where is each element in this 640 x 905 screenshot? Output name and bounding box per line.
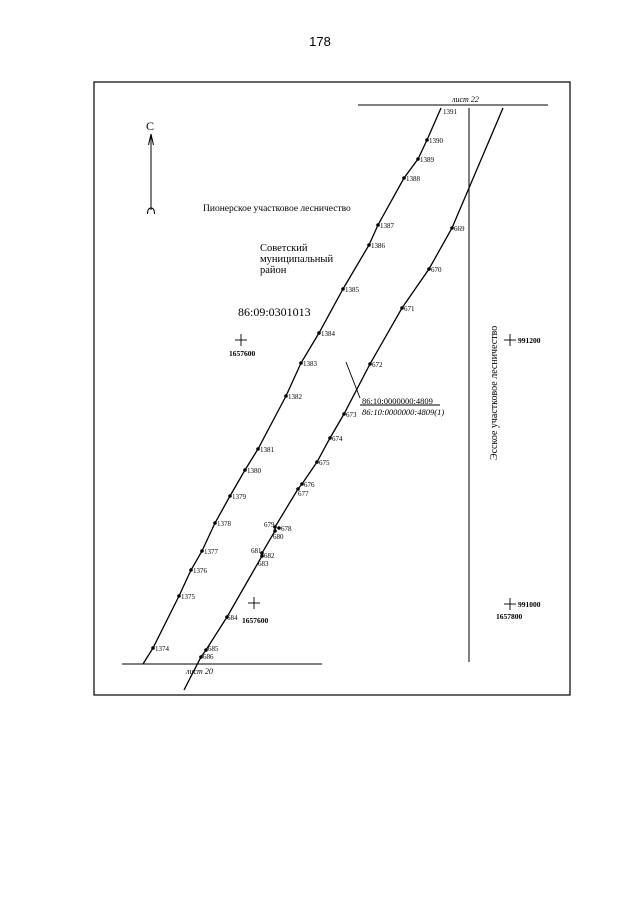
svg-text:1387: 1387 <box>380 222 394 230</box>
svg-text:муниципальный: муниципальный <box>260 254 334 265</box>
svg-text:673: 673 <box>346 411 357 419</box>
svg-text:1384: 1384 <box>321 330 335 338</box>
svg-text:682: 682 <box>264 552 275 560</box>
svg-text:1390: 1390 <box>429 137 443 145</box>
svg-text:686: 686 <box>203 653 214 661</box>
svg-text:679: 679 <box>264 521 275 529</box>
svg-text:1388: 1388 <box>406 175 420 183</box>
svg-text:684: 684 <box>227 614 238 622</box>
svg-text:1383: 1383 <box>303 360 317 368</box>
boundary-point-681 <box>251 547 264 555</box>
svg-text:Советский: Советский <box>260 243 308 254</box>
svg-text:675: 675 <box>319 459 330 467</box>
boundary-point-683 <box>258 560 269 568</box>
page-number: 178 <box>309 34 331 49</box>
svg-text:683: 683 <box>258 560 269 568</box>
svg-text:район: район <box>260 265 287 276</box>
north-label: С <box>146 119 155 133</box>
grid-cross-4 <box>496 598 541 621</box>
svg-text:677: 677 <box>298 490 309 498</box>
svg-text:1389: 1389 <box>420 156 434 164</box>
svg-text:1377: 1377 <box>204 548 218 556</box>
forestry-label-pioneer: Пионерское участковое лесничество <box>203 204 351 214</box>
svg-text:674: 674 <box>332 435 343 443</box>
boundary-point-685 <box>204 645 219 653</box>
svg-text:1382: 1382 <box>288 393 302 401</box>
svg-text:669: 669 <box>454 225 465 233</box>
boundary-point-676 <box>300 481 315 489</box>
boundary-point-686 <box>199 653 214 661</box>
svg-text:678: 678 <box>281 525 292 533</box>
svg-text:676: 676 <box>304 481 315 489</box>
svg-text:671: 671 <box>404 305 415 313</box>
grid-cross-1 <box>229 334 256 358</box>
svg-text:1374: 1374 <box>155 645 169 653</box>
svg-text:672: 672 <box>372 361 383 369</box>
boundary-point-671 <box>400 305 415 313</box>
north-arrow-icon <box>148 134 155 214</box>
svg-text:991000: 991000 <box>518 600 541 609</box>
cadastral-block-label: 86:09:0301013 <box>238 305 311 319</box>
sheet-label-bottom: лист 20 <box>186 667 213 676</box>
district-label <box>260 243 333 276</box>
svg-text:991200: 991200 <box>518 336 541 345</box>
forestry-label-eskoe: Эсское участковое лесничество <box>489 325 500 460</box>
boundary-point-678 <box>277 525 292 533</box>
svg-text:1381: 1381 <box>260 446 274 454</box>
svg-text:1378: 1378 <box>217 520 231 528</box>
boundary-point-1391 <box>443 108 458 116</box>
boundary-point-684 <box>225 614 238 622</box>
svg-text:1375: 1375 <box>181 593 195 601</box>
right-boundary-line <box>184 108 503 690</box>
left-boundary-line <box>143 108 441 664</box>
svg-text:1379: 1379 <box>232 493 246 501</box>
sheet-label-top: лист 22 <box>452 95 479 104</box>
svg-text:1657800: 1657800 <box>496 612 523 621</box>
svg-text:681: 681 <box>251 547 262 555</box>
svg-text:1657600: 1657600 <box>242 616 269 625</box>
boundary-point-679 <box>264 521 277 529</box>
svg-text:1380: 1380 <box>247 467 261 475</box>
grid-cross-2 <box>504 334 541 346</box>
cadastral-parcel-label: 86:10:0000000:4809 <box>362 396 433 406</box>
svg-text:670: 670 <box>431 266 442 274</box>
svg-text:680: 680 <box>273 533 284 541</box>
cadastral-parcel-sub-label: 86:10:0000000:4809(1) <box>362 407 445 417</box>
svg-text:685: 685 <box>208 645 219 653</box>
left-boundary-points <box>151 108 457 653</box>
svg-text:1385: 1385 <box>345 286 359 294</box>
parcel-leader-line <box>346 362 360 398</box>
grid-cross-3 <box>242 597 269 625</box>
svg-text:1376: 1376 <box>193 567 207 575</box>
svg-text:1391: 1391 <box>443 108 457 116</box>
svg-text:1657600: 1657600 <box>229 349 256 358</box>
svg-text:1386: 1386 <box>371 242 385 250</box>
